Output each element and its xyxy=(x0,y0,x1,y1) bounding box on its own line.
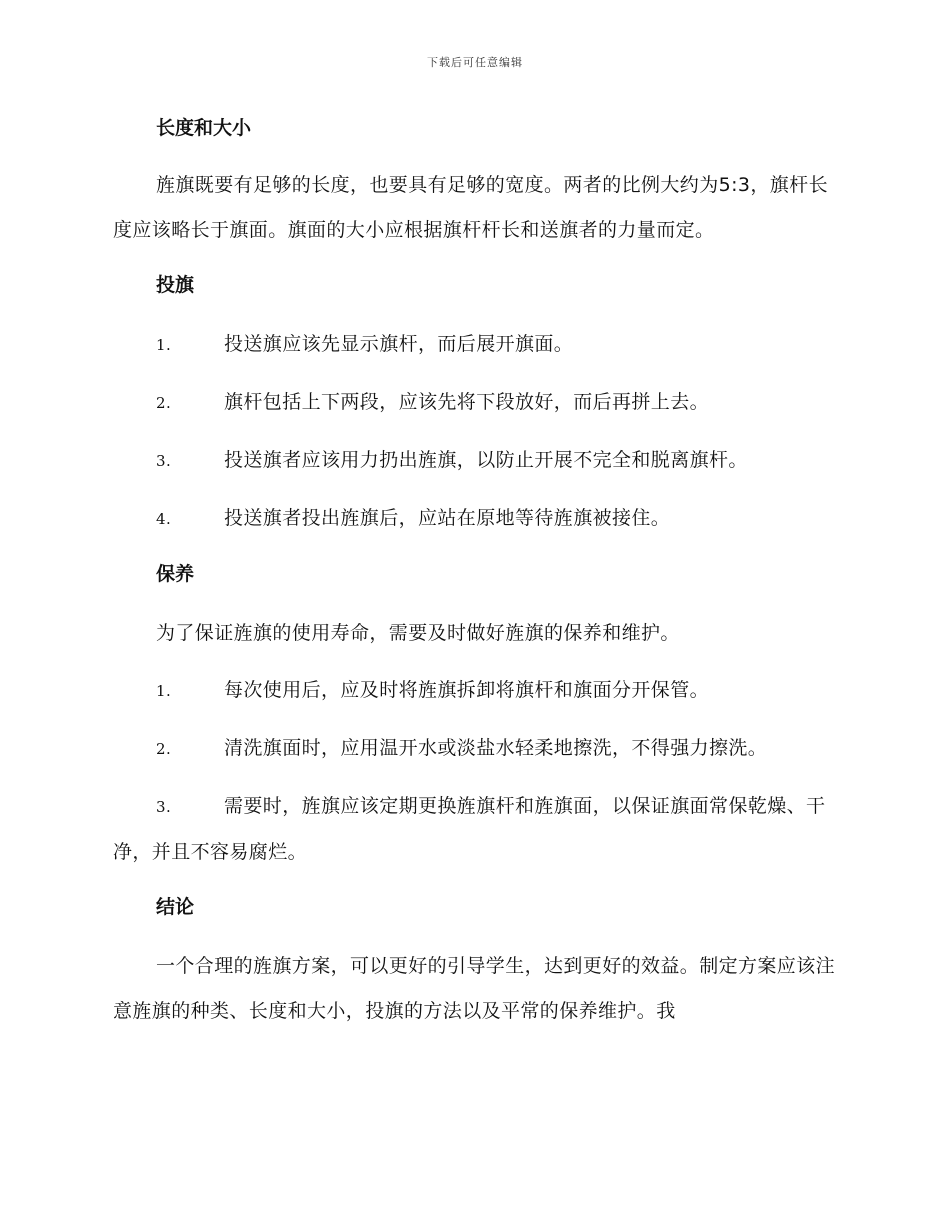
paragraph-size: 旌旗既要有足够的长度，也要具有足够的宽度。两者的比例大约为5:3，旗杆长度应该略长于旗面。旗面的大小应根据旗杆杆长和送旗者的力量而定。 xyxy=(113,174,828,241)
list-item xyxy=(113,438,839,484)
paragraph-conclusion: 一个合理的旌旗方案，可以更好的引导学生，达到更好的效益。制定方案应该注意旌旗的种类、长度和大小，投旗的方法以及平常的保养维护。我 xyxy=(113,955,836,1022)
list-number: 2. xyxy=(156,740,172,758)
list-number: 4. xyxy=(156,510,172,528)
list-text: 旗杆包括上下两段，应该先将下段放好，而后再拼上去。 xyxy=(224,391,710,413)
list-text: 清洗旗面时，应用温开水或淡盐水轻柔地擦洗，不得强力擦洗。 xyxy=(224,737,768,759)
list-item xyxy=(113,784,839,875)
list-item xyxy=(113,726,839,772)
list-text: 每次使用后，应及时将旌旗拆卸将旗杆和旗面分开保管。 xyxy=(224,679,710,701)
list-number: 2. xyxy=(156,394,172,412)
list-number: 3. xyxy=(156,798,172,816)
section-heading-size: 长度和大小 xyxy=(156,117,252,139)
list-text: 需要时，旌旗应该定期更换旌旗杆和旌旗面，以保证旗面常保乾燥、干净，并且不容易腐烂。 xyxy=(113,795,826,863)
section-heading-maintenance: 保养 xyxy=(156,563,195,585)
list-number: 1. xyxy=(156,336,172,354)
list-text: 投送旗者投出旌旗后，应站在原地等待旌旗被接住。 xyxy=(224,507,671,529)
list-item xyxy=(113,380,839,426)
list-item xyxy=(113,496,839,542)
document-body xyxy=(113,108,839,1046)
list-text: 投送旗者应该用力扔出旌旗，以防止开展不完全和脱离旗杆。 xyxy=(224,449,748,471)
list-text: 投送旗应该先显示旗杆，而后展开旗面。 xyxy=(224,333,574,355)
list-item xyxy=(113,668,839,714)
list-item xyxy=(113,322,839,368)
list-number: 3. xyxy=(156,452,172,470)
section-heading-throw: 投旗 xyxy=(156,274,195,296)
list-number: 1. xyxy=(156,682,172,700)
section-heading-conclusion: 结论 xyxy=(156,896,195,918)
page-header: 下载后可任意编辑 xyxy=(427,56,523,69)
paragraph-maintenance-intro: 为了保证旌旗的使用寿命，需要及时做好旌旗的保养和维护。 xyxy=(156,622,680,644)
